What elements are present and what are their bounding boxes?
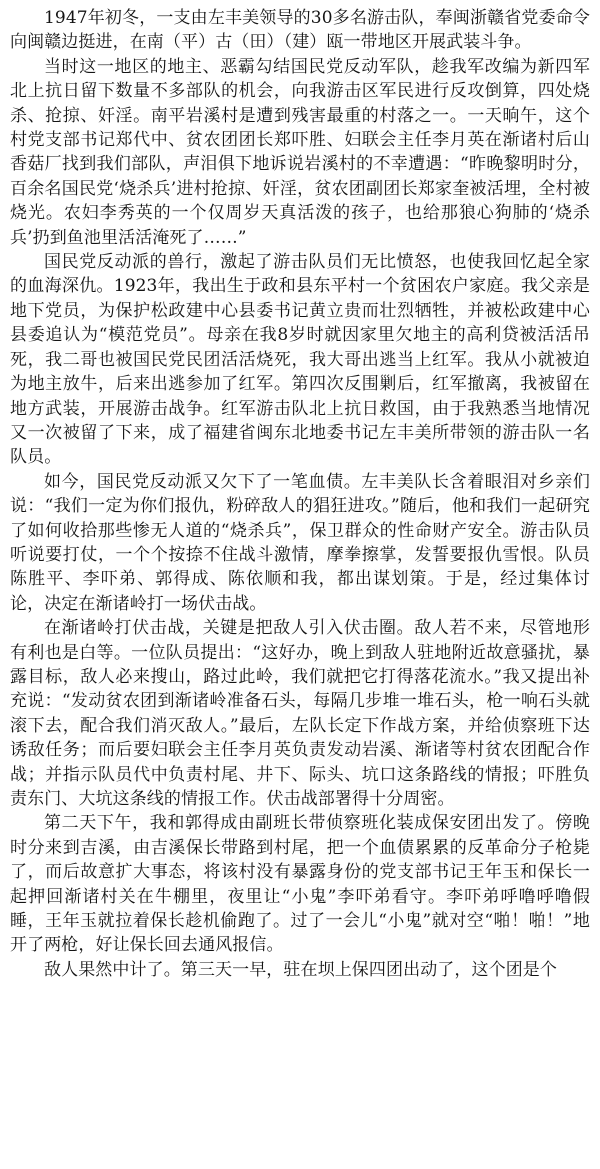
paragraph-2: 当时这一地区的地主、恶霸勾结国民党反动军队，趁我军改编为新四军北上抗日留下数量不多部队的机会，向我游击区军民进行反攻倒算，四处烧杀、抢掠、奸淫。南平岩溪村是遭到残害最重的村落之一。一天晌午，这个村党支部书记郑代中、贫农团团长郑吓胜、妇联会主任李月英在渐诸村后山香菇厂找到我们部队，声泪俱下地诉说岩溪村的不幸遭遇：“昨晚黎明时分，百余名国民党‘烧杀兵’进村抢掠、奸淫，贫农团副团长郑家奎被活埋，全村被烧光。农妇李秀英的一个仅周岁天真活泼的孩子，也给那狼心狗肺的‘烧杀兵’扔到鱼池里活活淹死了……”	[10, 56, 590, 248]
article-body	[10, 6, 590, 982]
paragraph-7: 敌人果然中计了。第三天一早，驻在坝上保四团出动了，这个团是个	[44, 959, 557, 980]
paragraph-5: 在渐诸岭打伏击战，关键是把敌人引入伏击圈。敌人若不来，尽管地形有利也是白等。一位队员提出：“这好办，晚上到敌人驻地附近故意骚扰，暴露目标，敌人必来搜山，路过此岭，我们就把它打得落花流水。”我又提出补充说：“发动贫农团到渐诸岭准备石头，每隔几步堆一堆石头，枪一响石头就滚下去，配合我们消灭敌人。”最后，左队长定下作战方案，并给侦察班下达诱敌任务；而后要妇联会主任李月英负责发动岩溪、渐诸等村贫农团配合作战；并指示队员代中负责村尾、井下、际头、坑口这条路线的情报；吓胜负责东门、大坑这条线的情报工作。伏击战部署得十分周密。	[10, 618, 590, 809]
paragraph-1: 1947年初冬，一支由左丰美领导的30多名游击队，奉闽浙赣省党委命令向闽赣边挺进，在南（平）古（田）（建）瓯一带地区开展武装斗争。	[10, 8, 590, 53]
paragraph-3: 国民党反动派的兽行，激起了游击队员们无比愤怒，也使我回忆起全家的血海深仇。1923年，我出生于政和县东平村一个贫困农户家庭。我父亲是地下党员，为保护松政建中心县委书记黄立贵而壮烈牺牲，并被松政建中心县委追认为“模范党员”。母亲在我8岁时就因家里欠地主的高利贷被活活吊死，我二哥也被国民党民团活活烧死，我大哥出逃当上红军。我从小就被迫为地主放牛，后来出逃参加了红军。第四次反围剿后，红军撤离，我被留在地方武装，开展游击战争。红军游击队北上抗日救国，由于我熟悉当地情况又一次被留了下来，成了福建省闽东北地委书记左丰美所带领的游击队一名队员。	[10, 252, 590, 468]
paragraph-4: 如今，国民党反动派又欠下了一笔血债。左丰美队长含着眼泪对乡亲们说：“我们一定为你们报仇，粉碎敌人的猖狂进攻。”随后，他和我们一起研究了如何收拾那些惨无人道的“烧杀兵”，保卫群众的性命财产安全。游击队员听说要打仗，一个个按捺不住战斗激情，摩拳擦掌，发誓要报仇雪恨。队员陈胜平、李吓弟、郭得成、陈依顺和我，都出谋划策。于是，经过集体讨论，决定在渐诸岭打一场伏击战。	[10, 471, 590, 614]
paragraph-6: 第二天下午，我和郭得成由副班长带侦察班化装成保安团出发了。傍晚时分来到吉溪，由吉溪保长带路到村尾，把一个血债累累的反革命分子枪毙了，而后故意扩大事态，将该村没有暴露身份的党支部书记王年玉和保长一起押回渐诸村关在牛棚里，夜里让“小鬼”李吓弟看守。李吓弟呼噜呼噜假睡，王年玉就拉着保长趁机偷跑了。过了一会儿“小鬼”就对空“啪！啪！”地开了两枪，好让保长回去通风报信。	[10, 813, 590, 956]
